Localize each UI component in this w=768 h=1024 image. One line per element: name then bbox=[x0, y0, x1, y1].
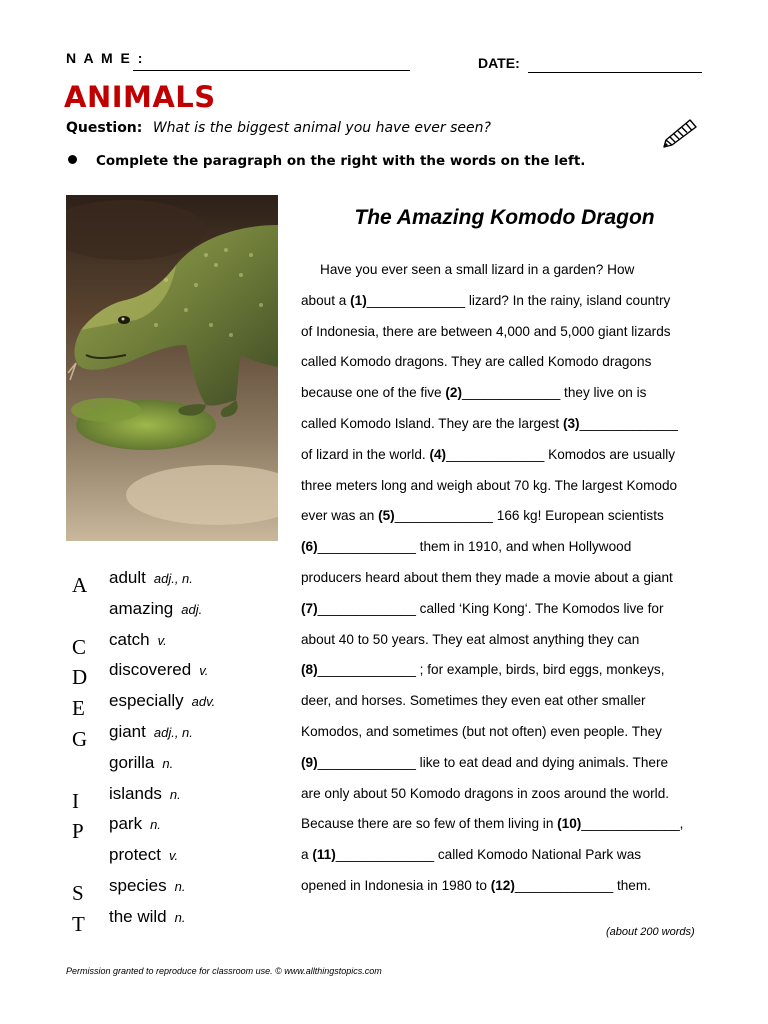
index-letter: D bbox=[72, 665, 88, 690]
word-list-item bbox=[66, 811, 286, 842]
vocab-word bbox=[109, 722, 193, 742]
komodo-dragon-photo bbox=[66, 195, 278, 541]
blank-number: (11) bbox=[312, 847, 336, 863]
part-of-speech: n. bbox=[174, 878, 186, 894]
question-label: Question: bbox=[66, 120, 143, 136]
paragraph-line: opened in Indonesia in 1980 to (12)_____________ them. bbox=[301, 877, 651, 893]
date-blank-line bbox=[528, 72, 702, 73]
paragraph-line: about 40 to 50 years. They eat almost anything they can bbox=[301, 631, 640, 647]
blank-number: (8) bbox=[301, 662, 318, 678]
paragraph-line: deer, and horses. Sometimes they even eat other smaller bbox=[301, 693, 646, 709]
part-of-speech: v. bbox=[168, 848, 179, 864]
word-list-item bbox=[66, 657, 286, 688]
vocab-word-text: catch bbox=[109, 629, 150, 649]
vocab-word-text: especially bbox=[109, 691, 184, 711]
paragraph-line: (6)_____________ them in 1910, and when Hollywood bbox=[301, 539, 632, 555]
blank-number: (5) bbox=[378, 508, 395, 524]
vocab-word bbox=[109, 599, 202, 619]
word-list-item bbox=[66, 596, 286, 627]
paragraph-line: producers heard about them they made a movie about a giant bbox=[301, 569, 673, 585]
vocab-word-text: gorilla bbox=[109, 752, 155, 772]
blank-number: (12) bbox=[490, 877, 515, 893]
paragraph-line: of lizard in the world. (4)_____________ Komodos are usually bbox=[301, 446, 676, 462]
paragraph-line: ever was an (5)_____________ 166 kg! European scientists bbox=[301, 508, 664, 524]
index-letter: G bbox=[72, 726, 88, 751]
paragraph-line: because one of the five (2)_____________ they live on is bbox=[301, 385, 647, 401]
word-list-item bbox=[66, 719, 286, 750]
paragraph-line: about a (1)_____________ lizard? In the rainy, island country bbox=[301, 292, 671, 308]
article-paragraph bbox=[301, 255, 711, 902]
index-letter: C bbox=[72, 634, 87, 659]
vocab-word bbox=[109, 845, 178, 865]
part-of-speech: n. bbox=[150, 817, 161, 833]
name-blank-line bbox=[133, 70, 410, 71]
blank-number: (3) bbox=[562, 415, 580, 431]
part-of-speech: n. bbox=[169, 786, 181, 802]
vocab-word-text: protect bbox=[109, 845, 161, 865]
part-of-speech: adj. bbox=[181, 601, 203, 617]
blank-number: (4) bbox=[429, 446, 447, 462]
blank-number: (7) bbox=[301, 600, 318, 616]
blank-number: (10) bbox=[557, 816, 582, 832]
vocab-word bbox=[109, 691, 215, 711]
question-text: What is the biggest animal you have ever seen? bbox=[152, 120, 491, 136]
vocab-word bbox=[109, 630, 167, 650]
word-count: (about 200 words) bbox=[606, 926, 695, 938]
part-of-speech: adv. bbox=[191, 694, 216, 710]
article-title: The Amazing Komodo Dragon bbox=[354, 206, 655, 229]
index-letter: T bbox=[72, 911, 85, 936]
vocab-word bbox=[109, 784, 181, 804]
paragraph-line: three meters long and weigh about 70 kg. The largest Komodo bbox=[301, 477, 678, 493]
paragraph-line: (8)_____________ ; for example, birds, bird eggs, monkeys, bbox=[301, 662, 665, 678]
paragraph-line: Because there are so few of them living in (10)_____________, bbox=[301, 816, 684, 832]
part-of-speech: adj., n. bbox=[153, 571, 193, 586]
part-of-speech: v. bbox=[199, 663, 209, 679]
bullet-icon bbox=[68, 155, 77, 164]
vocab-word bbox=[109, 660, 208, 680]
word-list-item bbox=[66, 781, 286, 812]
paragraph-line: a (11)_____________ called Komodo National Park was bbox=[301, 847, 642, 863]
vocab-word-text: the wild bbox=[109, 906, 167, 926]
vocab-word-text: adult bbox=[109, 568, 146, 587]
vocab-word bbox=[109, 568, 193, 588]
blank-number: (6) bbox=[301, 539, 318, 555]
vocab-word-text: park bbox=[109, 814, 143, 834]
question bbox=[66, 120, 491, 136]
vocab-word bbox=[109, 814, 161, 834]
paragraph-line: of Indonesia, there are between 4,000 and 5,000 giant lizards bbox=[301, 323, 671, 339]
vocab-word bbox=[109, 907, 185, 927]
vocab-word bbox=[109, 753, 173, 773]
paragraph-line: (9)_____________ like to eat dead and dying animals. There bbox=[301, 754, 669, 770]
vocab-word-text: islands bbox=[109, 783, 162, 803]
vocab-word-text: giant bbox=[109, 721, 146, 741]
footer-permission: Permission granted to reproduce for classroom use. © www.allthingstopics.com bbox=[66, 966, 382, 976]
page-title: ANIMALS bbox=[64, 80, 216, 114]
blank-number: (9) bbox=[301, 754, 318, 770]
instruction-text: Complete the paragraph on the right with the words on the left. bbox=[96, 153, 586, 169]
part-of-speech: v. bbox=[157, 632, 167, 648]
paragraph-line: called Komodo dragons. They are called Komodo dragons bbox=[301, 354, 652, 370]
word-list bbox=[66, 565, 286, 935]
paragraph-line: Komodos, and sometimes (but not often) even people. They bbox=[301, 723, 662, 739]
vocab-word-text: amazing bbox=[109, 598, 174, 618]
vocab-word-text: species bbox=[109, 875, 167, 895]
name-label: N A M E : bbox=[66, 50, 145, 66]
word-list-item bbox=[66, 842, 286, 873]
word-list-item bbox=[66, 904, 286, 935]
index-letter: E bbox=[72, 696, 85, 721]
word-list-item bbox=[66, 565, 286, 596]
vocab-word bbox=[109, 876, 185, 896]
date-label: DATE: bbox=[478, 55, 520, 71]
index-letter: P bbox=[72, 819, 84, 844]
blank-number: (2) bbox=[445, 385, 462, 401]
word-list-item bbox=[66, 750, 286, 781]
blank-number: (1) bbox=[350, 292, 367, 308]
paragraph-line: called Komodo Island. They are the largest (3)_____________ bbox=[301, 415, 678, 431]
pencil-icon bbox=[660, 114, 700, 148]
index-letter: S bbox=[72, 880, 84, 905]
paragraph-line: (7)_____________ called ‘King Kong‘. The Komodos live for bbox=[301, 600, 664, 616]
part-of-speech: adj., n. bbox=[153, 724, 193, 740]
index-letter: A bbox=[72, 573, 88, 597]
index-letter: I bbox=[72, 788, 79, 813]
part-of-speech: n. bbox=[174, 909, 186, 925]
paragraph-line: Have you ever seen a small lizard in a garden? How bbox=[320, 262, 635, 277]
word-list-item bbox=[66, 627, 286, 658]
instruction bbox=[66, 153, 585, 169]
paragraph-line: are only about 50 Komodo dragons in zoos around the world. bbox=[301, 785, 670, 801]
word-list-item bbox=[66, 688, 286, 719]
word-list-item bbox=[66, 873, 286, 904]
part-of-speech: n. bbox=[162, 755, 174, 771]
vocab-word-text: discovered bbox=[109, 660, 192, 680]
